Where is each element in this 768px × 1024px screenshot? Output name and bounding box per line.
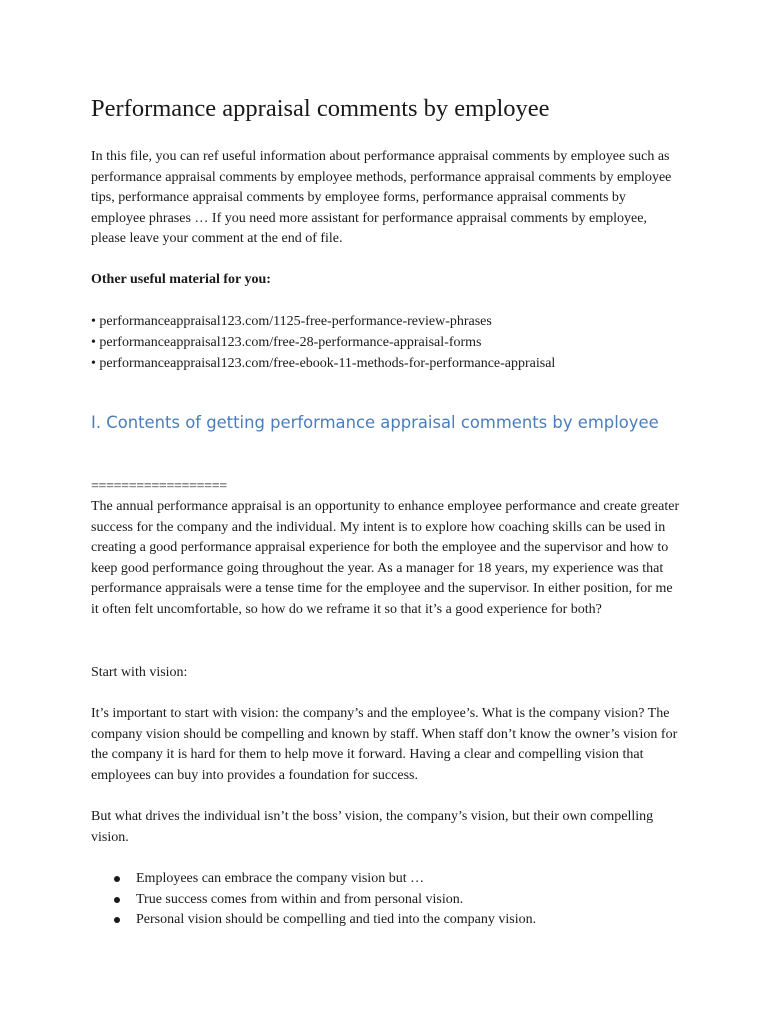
document-title: Performance appraisal comments by employee: [91, 95, 550, 122]
intro-paragraph: In this file, you can ref useful information about performance appraisal comments by employee such as performance appraisal comments by employee methods, performance appraisal comments by employee tips, performance appraisal comments by employee forms, performance appraisal comments by employee phrases … If you need more assistant for performance appraisal comments by employee, please leave your comment at the end of file.: [91, 149, 672, 247]
separator-line: ==================: [91, 479, 227, 494]
bullet-text: True success comes from within and from personal vision.: [136, 891, 464, 907]
bullet-item: [91, 890, 536, 911]
bullet-dot-icon: [114, 897, 120, 903]
body-paragraph: Start with vision:: [91, 665, 188, 680]
useful-link-item[interactable]: • performanceappraisal123.com/free-28-performance-appraisal-forms: [91, 335, 482, 350]
useful-link-item[interactable]: • performanceappraisal123.com/free-ebook-11-methods-for-performance-appraisal: [91, 356, 556, 371]
bullet-item: [91, 869, 536, 890]
useful-link-item[interactable]: • performanceappraisal123.com/1125-free-performance-review-phrases: [91, 314, 492, 329]
bullet-list: [91, 869, 536, 931]
useful-links-list: [91, 311, 555, 374]
bullet-dot-icon: [114, 876, 120, 882]
section-heading: I. Contents of getting performance appraisal comments by employee: [91, 413, 659, 432]
bullet-text: Employees can embrace the company vision but …: [136, 871, 425, 886]
bullet-text: Personal vision should be compelling and tied into the company vision.: [136, 912, 537, 927]
body-paragraph: But what drives the individual isn’t the boss’ vision, the company’s vision, but their own compelling vision.: [91, 809, 654, 845]
body-paragraph: The annual performance appraisal is an opportunity to enhance employee performance and create greater success for the company and the individual. My intent is to explore how coaching skills can be used in creating a good performance appraisal experience for both the employee and the supervisor and how to keep good performance going throughout the year. As a manager for 18 years, my experience was that performance appraisals were a tense time for the employee and the supervisor. In either position, for me it often felt uncomfortable, so how do we reframe it so that it’s a good experience for both?: [91, 499, 680, 617]
bullet-item: [91, 910, 536, 931]
other-material-heading: Other useful material for you:: [91, 272, 271, 287]
bullet-dot-icon: [114, 917, 120, 923]
body-paragraph: It’s important to start with vision: the company’s and the employee’s. What is the company vision? The company vision should be compelling and known by staff. When staff don’t know the owner’s vision for the company it is hard for them to help move it forward. Having a clear and compelling vision that employees can buy into provides a foundation for success.: [91, 706, 678, 783]
